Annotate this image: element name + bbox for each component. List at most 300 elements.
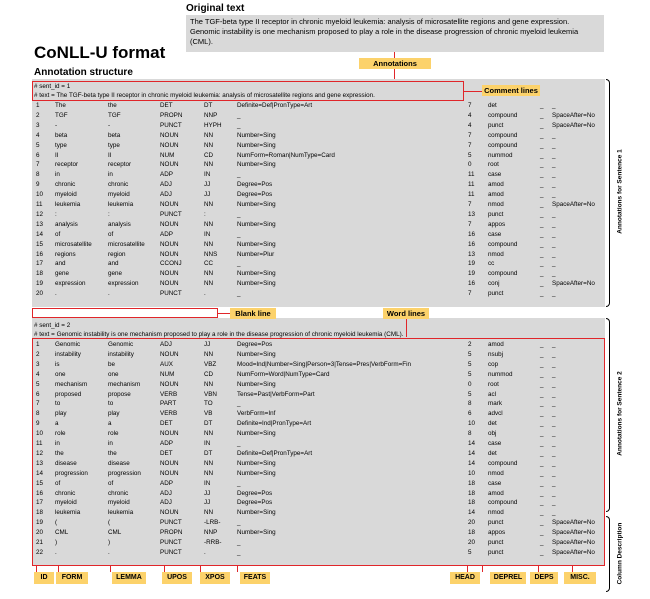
cell-head: 14 — [468, 440, 476, 447]
cell-misc: _ — [552, 420, 556, 428]
cell-id: 2 — [36, 350, 40, 358]
cell-deps: _ — [540, 440, 544, 447]
cell-deprel: acl — [488, 390, 497, 398]
cell-xpos: . — [204, 290, 206, 298]
cell-id: 18 — [36, 509, 44, 517]
cell-form: chronic — [55, 181, 76, 189]
column-tag-arrow — [110, 566, 111, 572]
table-row — [34, 121, 604, 130]
cell-feats: _ — [237, 400, 241, 408]
cell-feats: Definite=Def|PronType=Art — [237, 102, 313, 109]
cell-id: 6 — [36, 390, 40, 398]
cell-head: 6 — [468, 410, 472, 418]
cell-feats: _ — [237, 121, 241, 129]
cell-form: proposed — [55, 390, 82, 398]
cell-deprel: cop — [488, 360, 499, 368]
cell-deps: _ — [540, 290, 544, 298]
table-row — [34, 190, 604, 199]
cell-form: in — [55, 171, 60, 179]
table-row — [34, 289, 604, 298]
cell-upos: NUM — [160, 151, 175, 159]
cell-feats: _ — [237, 539, 241, 546]
cell-id: 1 — [36, 102, 40, 109]
cell-form: to — [55, 400, 61, 408]
cell-head: 5 — [468, 360, 472, 368]
table-row — [34, 131, 604, 140]
cell-head: 11 — [468, 181, 475, 189]
cell-upos: NOUN — [160, 380, 179, 388]
cell-deps: _ — [540, 449, 544, 457]
cell-id: 18 — [36, 270, 44, 278]
cell-id: 5 — [36, 141, 40, 149]
cell-misc: _ — [552, 449, 556, 457]
cell-deps: _ — [540, 131, 544, 139]
cell-lemma: microsatellite — [108, 240, 145, 248]
cell-lemma: expression — [108, 280, 139, 288]
cell-misc: _ — [552, 191, 556, 199]
cell-deps: _ — [540, 151, 544, 159]
cell-deprel: cc — [488, 260, 495, 268]
table-row — [34, 101, 604, 110]
cell-upos: NOUN — [160, 459, 179, 467]
cell-feats: Definite=Def|PronType=Art — [237, 449, 313, 457]
table-row — [34, 279, 604, 288]
cell-feats: Number=Sing — [237, 201, 276, 208]
cell-xpos: HYPH — [204, 121, 222, 129]
cell-upos: PART — [160, 400, 177, 408]
cell-xpos: NN — [204, 430, 214, 438]
table-row — [34, 200, 604, 209]
cell-misc: _ — [552, 151, 556, 159]
cell-head: 8 — [468, 400, 472, 408]
cell-head: 14 — [468, 459, 476, 467]
cell-deps: _ — [540, 499, 544, 507]
blank-line-box — [32, 308, 218, 318]
cell-form: . — [55, 548, 57, 556]
cell-deps: _ — [540, 121, 544, 129]
cell-misc: _ — [552, 430, 556, 438]
cell-id: 4 — [36, 131, 40, 139]
cell-lemma: Genomic — [108, 341, 134, 348]
cell-feats: _ — [237, 548, 241, 556]
cell-deprel: case — [488, 230, 502, 238]
cell-lemma: in — [108, 440, 113, 447]
cell-feats: Number=Sing — [237, 141, 276, 149]
cell-deprel: nmod — [488, 201, 504, 208]
cell-xpos: DT — [204, 102, 213, 109]
table-row — [34, 269, 604, 278]
cell-head: 7 — [468, 220, 472, 228]
blank-line-callout: Blank line — [230, 308, 276, 319]
table-row — [34, 548, 604, 557]
cell-deprel: nmod — [488, 509, 504, 517]
cell-lemma: beta — [108, 131, 121, 139]
column-tag-deps: DEPS — [530, 572, 558, 584]
cell-lemma: of — [108, 479, 114, 487]
cell-deprel: amod — [488, 489, 504, 497]
cell-deprel: obj — [488, 430, 497, 438]
cell-deps: _ — [540, 420, 544, 428]
cell-head: 16 — [468, 230, 476, 238]
cell-head: 20 — [468, 539, 476, 546]
cell-deprel: punct — [488, 548, 504, 556]
cell-upos: ADJ — [160, 489, 172, 497]
cell-head: 5 — [468, 350, 472, 358]
cell-deprel: punct — [488, 519, 504, 527]
cell-deprel: amod — [488, 191, 504, 199]
cell-xpos: IN — [204, 440, 211, 447]
cell-xpos: NN — [204, 131, 214, 139]
cell-upos: NOUN — [160, 141, 179, 149]
cell-lemma: the — [108, 102, 117, 109]
cell-deps: _ — [540, 161, 544, 169]
cell-deps: _ — [540, 459, 544, 467]
cell-deprel: conj — [488, 280, 500, 288]
cell-lemma: a — [108, 420, 112, 428]
cell-deprel: advcl — [488, 410, 503, 418]
cell-misc: _ — [552, 440, 556, 447]
cell-form: ( — [55, 519, 58, 527]
cell-lemma: region — [108, 250, 126, 258]
cell-lemma: progression — [108, 469, 141, 477]
cell-id: 21 — [36, 539, 44, 546]
cell-form: : — [55, 210, 57, 218]
sentence-1-brace — [606, 79, 610, 307]
cell-id: 14 — [36, 230, 44, 238]
cell-form: chronic — [55, 489, 76, 497]
cell-deps: _ — [540, 341, 544, 348]
cell-lemma: mechanism — [108, 380, 141, 388]
cell-head: 5 — [468, 370, 472, 378]
cell-xpos: IN — [204, 479, 211, 487]
cell-lemma: analysis — [108, 220, 131, 228]
cell-feats: _ — [237, 171, 241, 179]
cell-misc: _ — [552, 479, 556, 487]
cell-id: 11 — [36, 201, 43, 208]
cell-form: of — [55, 479, 61, 487]
cell-upos: NOUN — [160, 250, 179, 258]
cell-id: 7 — [36, 161, 40, 169]
cell-misc: _ — [552, 341, 556, 348]
comment-lines-box — [32, 81, 464, 101]
cell-feats: _ — [237, 111, 241, 119]
cell-feats: Number=Sing — [237, 430, 276, 438]
cell-deps: _ — [540, 181, 544, 189]
cell-lemma: TGF — [108, 111, 121, 119]
cell-head: 11 — [468, 191, 475, 199]
cell-upos: VERB — [160, 390, 178, 398]
cell-id: 12 — [36, 449, 44, 457]
cell-id: 10 — [36, 191, 44, 199]
cell-deps: _ — [540, 469, 544, 477]
cell-deps: _ — [540, 400, 544, 408]
cell-lemma: one — [108, 370, 119, 378]
table-row — [34, 111, 604, 120]
cell-misc: SpaceAfter=No — [552, 121, 595, 129]
cell-deps: _ — [540, 430, 544, 438]
cell-lemma: chronic — [108, 181, 129, 189]
cell-form: disease — [55, 459, 77, 467]
cell-deps: _ — [540, 380, 544, 388]
cell-head: 19 — [468, 270, 476, 278]
cell-deprel: nmod — [488, 469, 504, 477]
table-row — [34, 240, 604, 249]
cell-form: TGF — [55, 111, 68, 119]
cell-head: 18 — [468, 529, 476, 537]
table-row — [34, 360, 604, 369]
cell-form: type — [55, 141, 67, 149]
cell-upos: NOUN — [160, 240, 179, 248]
cell-id: 17 — [36, 499, 44, 507]
cell-feats: Degree=Pos — [237, 489, 273, 497]
cell-feats: Number=Sing — [237, 240, 276, 248]
table-row — [34, 259, 604, 268]
cell-misc: _ — [552, 181, 556, 189]
cell-lemma: . — [108, 290, 110, 298]
cell-misc: _ — [552, 499, 556, 507]
cell-id: 12 — [36, 210, 44, 218]
cell-deprel: det — [488, 420, 497, 428]
cell-head: 5 — [468, 151, 472, 159]
comment-lines-arrow — [464, 91, 482, 92]
cell-upos: NOUN — [160, 509, 179, 517]
cell-lemma: of — [108, 230, 114, 238]
cell-deprel: punct — [488, 210, 504, 218]
cell-upos: ADP — [160, 171, 173, 179]
cell-id: 13 — [36, 459, 44, 467]
column-tag-upos: UPOS — [162, 572, 192, 584]
cell-upos: NOUN — [160, 131, 179, 139]
cell-id: 15 — [36, 240, 44, 248]
cell-upos: PUNCT — [160, 519, 182, 527]
column-tag-misc: MISC. — [564, 572, 596, 584]
cell-id: 5 — [36, 380, 40, 388]
cell-lemma: instability — [108, 350, 134, 358]
sentence-2-brace — [606, 318, 610, 512]
cell-lemma: and — [108, 260, 119, 268]
table-row — [34, 439, 604, 448]
cell-xpos: CD — [204, 370, 214, 378]
cell-id: 8 — [36, 410, 40, 418]
table-row — [34, 508, 604, 517]
table-row — [34, 340, 604, 349]
cell-xpos: . — [204, 548, 206, 556]
cell-feats: _ — [237, 290, 241, 298]
cell-form: receptor — [55, 161, 79, 169]
table-row — [34, 429, 604, 438]
cell-deps: _ — [540, 260, 544, 268]
column-tag-lemma: LEMMA — [112, 572, 146, 584]
cell-xpos: JJ — [204, 181, 211, 189]
cell-deprel: punct — [488, 290, 504, 298]
cell-xpos: VB — [204, 410, 213, 418]
cell-deps: _ — [540, 360, 544, 368]
column-tag-id: ID — [34, 572, 54, 584]
cell-feats: Number=Sing — [237, 380, 276, 388]
cell-feats: _ — [237, 210, 241, 218]
cell-upos: ADJ — [160, 341, 172, 348]
cell-deprel: nummod — [488, 151, 513, 159]
sent2-text: # text = Genomic instability is one mechanism proposed to play a role in the disease progression of chronic myeloid leukemia (CML). — [34, 331, 404, 338]
cell-feats: Number=Sing — [237, 350, 276, 358]
cell-deprel: appos — [488, 220, 506, 228]
cell-lemma: leukemia — [108, 201, 134, 208]
cell-head: 13 — [468, 250, 476, 258]
cell-upos: ADJ — [160, 499, 172, 507]
cell-form: The — [55, 102, 66, 109]
column-tag-arrow — [482, 566, 483, 572]
cell-misc: _ — [552, 131, 556, 139]
cell-xpos: : — [204, 210, 206, 218]
cell-upos: NOUN — [160, 350, 179, 358]
cell-lemma: leukemia — [108, 509, 134, 517]
cell-xpos: -RRB- — [204, 539, 222, 546]
table-row — [34, 180, 604, 189]
cell-id: 16 — [36, 489, 44, 497]
cell-head: 7 — [468, 201, 472, 208]
cell-upos: NOUN — [160, 280, 179, 288]
cell-head: 11 — [468, 171, 475, 179]
cell-misc: _ — [552, 400, 556, 408]
cell-form: progression — [55, 469, 88, 477]
cell-xpos: JJ — [204, 489, 211, 497]
cell-form: analysis — [55, 220, 78, 228]
cell-deps: _ — [540, 210, 544, 218]
cell-form: the — [55, 449, 64, 457]
cell-head: 16 — [468, 240, 476, 248]
cell-xpos: JJ — [204, 341, 211, 348]
sent1-sent-id: # sent_id = 1 — [34, 83, 71, 90]
cell-misc: _ — [552, 141, 556, 149]
cell-xpos: DT — [204, 420, 213, 428]
cell-form: Genomic — [55, 341, 81, 348]
cell-upos: NOUN — [160, 161, 179, 169]
cell-misc: SpaceAfter=No — [552, 280, 595, 288]
cell-lemma: CML — [108, 529, 122, 537]
word-lines-callout: Word lines — [383, 308, 429, 319]
cell-deps: _ — [540, 350, 544, 358]
cell-lemma: be — [108, 360, 116, 368]
cell-misc: _ — [552, 290, 556, 298]
cell-xpos: TO — [204, 400, 213, 408]
cell-xpos: NN — [204, 141, 214, 149]
cell-id: 1 — [36, 341, 40, 348]
cell-feats: Degree=Pos — [237, 341, 273, 348]
cell-misc: _ — [552, 240, 556, 248]
cell-misc: _ — [552, 380, 556, 388]
cell-feats: Number=Sing — [237, 529, 276, 537]
cell-feats: _ — [237, 479, 241, 487]
cell-id: 14 — [36, 469, 44, 477]
cell-form: expression — [55, 280, 86, 288]
original-text-heading: Original text — [186, 3, 245, 14]
cell-id: 19 — [36, 280, 44, 288]
cell-form: gene — [55, 270, 70, 278]
cell-xpos: VBZ — [204, 360, 217, 368]
cell-deprel: compound — [488, 141, 518, 149]
cell-head: 4 — [468, 121, 472, 129]
cell-upos: PUNCT — [160, 548, 182, 556]
cell-deprel: amod — [488, 341, 504, 348]
cell-deprel: appos — [488, 529, 506, 537]
cell-deprel: compound — [488, 499, 518, 507]
cell-lemma: : — [108, 210, 110, 218]
cell-deps: _ — [540, 220, 544, 228]
cell-upos: DET — [160, 449, 173, 457]
cell-feats: NumForm=Roman|NumType=Card — [237, 151, 335, 159]
table-row — [34, 409, 604, 418]
cell-feats: Definite=Ind|PronType=Art — [237, 420, 312, 428]
cell-deps: _ — [540, 171, 544, 179]
cell-form: regions — [55, 250, 76, 258]
cell-deps: _ — [540, 410, 544, 418]
column-tag-xpos: XPOS — [200, 572, 230, 584]
cell-deps: _ — [540, 548, 544, 556]
cell-head: 20 — [468, 519, 476, 527]
cell-form: . — [55, 290, 57, 298]
cell-id: 2 — [36, 111, 40, 119]
cell-deps: _ — [540, 489, 544, 497]
cell-upos: NOUN — [160, 270, 179, 278]
cell-xpos: IN — [204, 230, 211, 238]
cell-id: 6 — [36, 151, 40, 159]
cell-deprel: nmod — [488, 250, 504, 258]
table-row — [34, 210, 604, 219]
cell-upos: PUNCT — [160, 539, 182, 546]
sentence-1-side-label: Annotations for Sentence 1 — [616, 149, 624, 234]
cell-form: leukemia — [55, 201, 81, 208]
cell-upos: PUNCT — [160, 121, 182, 129]
cell-deprel: root — [488, 380, 499, 388]
cell-lemma: propose — [108, 390, 131, 398]
column-description-side-label: Column Description — [616, 522, 624, 585]
original-text-body: The TGF-beta type II receptor in chronic myeloid leukemia: analysis of microsatellite regions and gene expression. Genomic instability is one mechanism proposed to play a role in the disease progression of chronic myeloid leukemia (CML). — [190, 17, 579, 46]
cell-form: myeloid — [55, 191, 77, 199]
cell-upos: PUNCT — [160, 210, 182, 218]
cell-form: myeloid — [55, 499, 77, 507]
cell-head: 16 — [468, 280, 476, 288]
cell-misc: _ — [552, 390, 556, 398]
cell-xpos: NN — [204, 380, 214, 388]
table-row — [34, 220, 604, 229]
original-text-box — [186, 15, 604, 52]
cell-deprel: root — [488, 161, 499, 169]
cell-upos: NOUN — [160, 220, 179, 228]
cell-upos: AUX — [160, 360, 173, 368]
cell-deps: _ — [540, 191, 544, 199]
cell-upos: NOUN — [160, 201, 179, 208]
cell-misc: _ — [552, 230, 556, 238]
sentence-2-side-label: Annotations for Sentence 2 — [616, 371, 624, 456]
cell-id: 11 — [36, 440, 43, 447]
cell-misc: SpaceAfter=No — [552, 519, 595, 527]
cell-deprel: case — [488, 171, 502, 179]
cell-head: 18 — [468, 479, 476, 487]
cell-feats: Number=Plur — [237, 250, 275, 258]
cell-upos: ADP — [160, 230, 173, 238]
cell-form: is — [55, 360, 60, 368]
cell-head: 5 — [468, 548, 472, 556]
cell-feats: Number=Sing — [237, 270, 276, 278]
cell-misc: _ — [552, 410, 556, 418]
cell-feats: Degree=Pos — [237, 499, 273, 507]
cell-form: - — [55, 121, 58, 129]
cell-id: 19 — [36, 519, 44, 527]
cell-deprel: compound — [488, 459, 518, 467]
cell-feats: _ — [237, 230, 241, 238]
cell-feats: Number=Sing — [237, 280, 276, 288]
cell-deps: _ — [540, 230, 544, 238]
